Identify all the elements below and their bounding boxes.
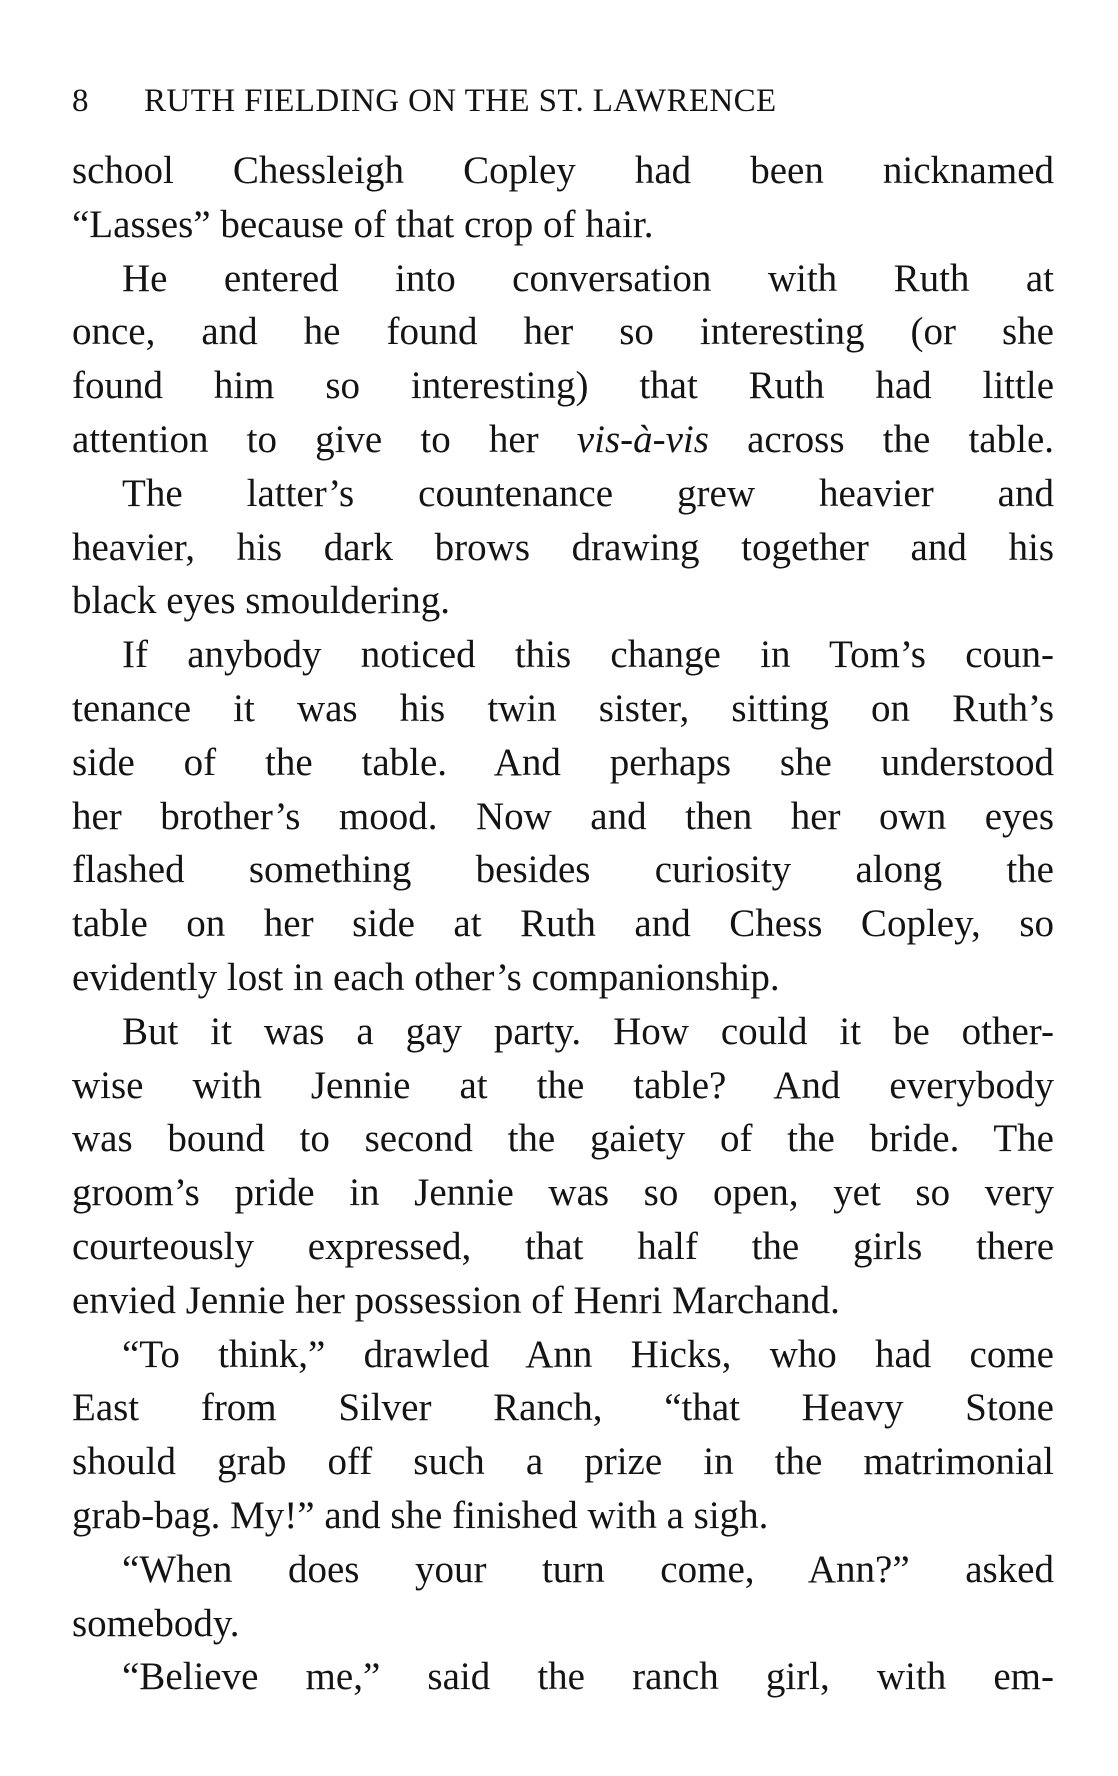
text-line: school Chessleigh Copley had been nicknamed xyxy=(72,149,1054,192)
text-line: somebody. xyxy=(72,1601,240,1645)
italic-phrase: vis-à-vis xyxy=(576,417,709,461)
text-line xyxy=(72,413,1054,467)
text-line: groom’s pride in Jennie was so open, yet so very xyxy=(72,1171,1054,1215)
text-line: flashed something besides curiosity along the xyxy=(72,848,1054,892)
text-line: her brother’s mood. Now and then her own eyes xyxy=(72,794,1054,838)
text-line: “Believe me,” said the ranch girl, with em- xyxy=(122,1655,1054,1699)
running-header xyxy=(72,62,1054,120)
text-line: wise with Jennie at the table? And everybody xyxy=(72,1063,1054,1107)
text-line: grab-bag. My!” and she finished with a sigh. xyxy=(72,1493,769,1537)
text-line: once, and he found her so interesting (or she xyxy=(72,310,1054,354)
text-line: But it was a gay party. How could it be other- xyxy=(122,1009,1054,1053)
text-line: tenance it was his twin sister, sitting on Ruth’s xyxy=(72,686,1054,730)
text-line: courteously expressed, that half the girls there xyxy=(72,1224,1054,1268)
text-line: “Lasses” because of that crop of hair. xyxy=(72,202,654,246)
text-line: If anybody noticed this change in Tom’s coun- xyxy=(122,633,1054,677)
text-line: should grab off such a prize in the matrimonial xyxy=(72,1440,1054,1484)
text-line: The latter’s countenance grew heavier and xyxy=(122,471,1054,515)
text-line: evidently lost in each other’s companionship. xyxy=(72,955,780,999)
text-line: black eyes smouldering. xyxy=(72,579,450,623)
text-run: across the table. xyxy=(708,417,1054,461)
running-title: RUTH FIELDING ON THE ST. LAWRENCE xyxy=(144,83,777,119)
body-text xyxy=(72,144,1054,1704)
text-line: envied Jennie her possession of Henri Marchand. xyxy=(72,1278,840,1322)
text-line: “When does your turn come, Ann?” asked xyxy=(122,1547,1054,1591)
text-run: attention to give to her xyxy=(72,417,577,461)
text-line: found him so interesting) that Ruth had little xyxy=(72,364,1054,408)
text-line: heavier, his dark brows drawing together and his xyxy=(72,525,1054,569)
text-line: was bound to second the gaiety of the bride. The xyxy=(72,1117,1054,1161)
text-line: side of the table. And perhaps she understood xyxy=(72,740,1054,784)
text-line: He entered into conversation with Ruth at xyxy=(122,256,1054,300)
text-line: East from Silver Ranch, “that Heavy Stone xyxy=(72,1386,1054,1430)
text-line: table on her side at Ruth and Chess Copley, so xyxy=(72,902,1054,946)
text-line: “To think,” drawled Ann Hicks, who had come xyxy=(122,1332,1054,1376)
page-number: 8 xyxy=(72,83,89,119)
